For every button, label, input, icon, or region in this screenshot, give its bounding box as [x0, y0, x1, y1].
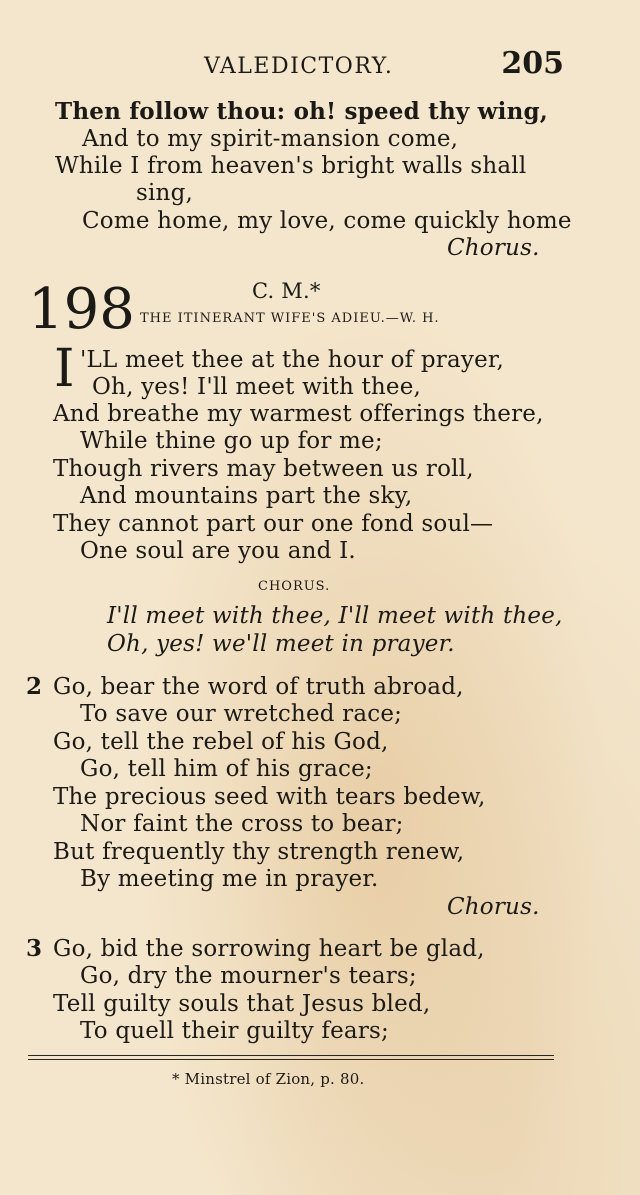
- verse-line: Go, tell the rebel of his God,: [53, 729, 389, 755]
- verse-line: And breathe my warmest offerings there,: [53, 401, 544, 427]
- verse-line: Go, bid the sorrowing heart be glad,: [53, 936, 485, 962]
- verse-line: But frequently thy strength renew,: [53, 839, 465, 865]
- running-header: VALEDICTORY.: [204, 54, 394, 79]
- verse-line: Though rivers may between us roll,: [53, 456, 474, 482]
- chorus-mark: Chorus.: [447, 894, 540, 920]
- verse-line: sing,: [136, 180, 194, 206]
- verse-line: Go, dry the mourner's tears;: [80, 963, 417, 989]
- verse-line: Nor faint the cross to bear;: [80, 811, 404, 837]
- verse-line: And mountains part the sky,: [80, 483, 413, 509]
- chorus-line: Oh, yes! we'll meet in prayer.: [107, 631, 455, 657]
- drop-cap: I: [54, 339, 75, 399]
- verse-line: One soul are you and I.: [80, 538, 356, 564]
- chorus-line: I'll meet with thee, I'll meet with thee,: [107, 603, 563, 629]
- verse-line: 'LL meet thee at the hour of prayer,: [80, 347, 505, 373]
- verse-line: While thine go up for me;: [80, 428, 383, 454]
- hymn-title: THE ITINERANT WIFE'S ADIEU.—W. H.: [140, 311, 440, 326]
- verse-line: While I from heaven's bright walls shall: [55, 153, 527, 179]
- footnote-rule-thin: [28, 1059, 554, 1060]
- hymn-number: 198: [28, 277, 135, 342]
- verse-line: Go, bear the word of truth abroad,: [53, 674, 464, 700]
- verse-line: Come home, my love, come quickly home: [82, 208, 572, 234]
- verse-line: The precious seed with tears bedew,: [53, 784, 486, 810]
- chorus-mark: Chorus.: [447, 235, 540, 261]
- hymn-meter: C. M.*: [252, 279, 321, 303]
- verse-line: Tell guilty souls that Jesus bled,: [53, 991, 431, 1017]
- verse-line: And to my spirit-mansion come,: [82, 126, 459, 152]
- verse-line: To quell their guilty fears;: [80, 1018, 389, 1044]
- verse-line: They cannot part our one fond soul—: [53, 511, 494, 537]
- footnote: * Minstrel of Zion, p. 80.: [172, 1070, 365, 1088]
- verse-line: To save our wretched race;: [80, 701, 403, 727]
- verse-line: Oh, yes! I'll meet with thee,: [92, 374, 422, 400]
- verse-line: Then follow thou: oh! speed thy wing,: [55, 98, 548, 125]
- verse-number: 2: [26, 673, 43, 700]
- verse-line: By meeting me in prayer.: [80, 866, 379, 892]
- verse-line: Go, tell him of his grace;: [80, 756, 373, 782]
- page-number: 205: [501, 46, 564, 81]
- chorus-heading: CHORUS.: [258, 579, 331, 594]
- verse-number: 3: [26, 935, 43, 962]
- footnote-rule: [28, 1055, 554, 1056]
